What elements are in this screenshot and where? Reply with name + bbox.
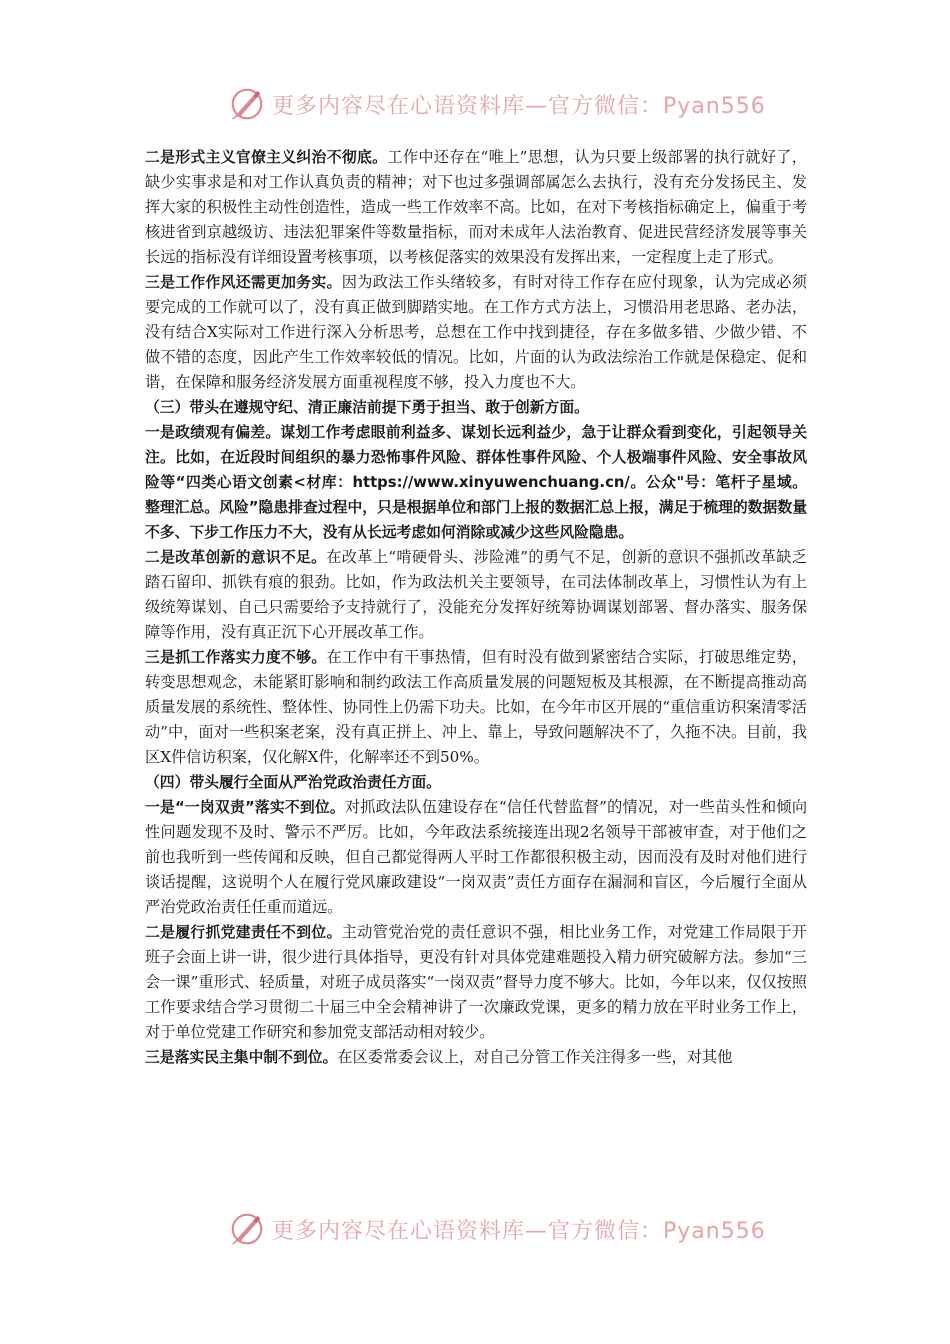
watermark-text: 更多内容尽在心语资料库—官方微信：Pyan556 — [272, 1218, 766, 1244]
paragraph-body: 因为政法工作头绪较多，有时对待工作存在应付现象，认为完成必须要完成的工作就可以了，没有真正做到脚踏实地。在工作方式方法上，习惯沿用老思路、老办法，没有结合X实际对工作进行深入分析思考，总想在工作中找到捷径，存在多做多错、少做少错、不做不错的态度，因此产生工作效率较低的情况。比如，片面的认为政法综治工作就是保稳定、促和谐，在保障和服务经济发展方面重视程度不够，投入力度也不大。 — [145, 273, 807, 391]
paragraph: 一是政绩观有偏差。谋划工作考虑眼前利益多、谋划长远利益少，急于让群众看到变化，引起领导关注。比如，在近段时间组织的暴力恐怖事件风险、群体性事件风险、个人极端事件风险、安全事故风险等“四类心语文创素<材库：https://www.xinyuwenchuang.cn/。公众"号：笔杆子星域。整理汇总。风险”隐患排查过程中，只是根据单位和部门上报的数据汇总上报，满足于梳理的数据数量不多、下步工作压力不大，没有从长远考虑如何消除或减少这些风险隐患。 — [145, 424, 807, 541]
paragraph-body: 在工作中有干事热情，但有时没有做到紧密结合实际，打破思维定势，转变思想观念，未能紧盯影响和制约政法工作高质量发展的问题短板及其根源，在不断提高推动高质量发展的系统性、整体性、协同性上仍需下功夫。比如，在今年市区开展的“重信重访积案清零活动”中，面对一些积案老案，没有真正拼上、冲上、靠上，导致问题解决不了，久拖不决。目前，我区X件信访积案，仅化解X件，化解率还不到50%。 — [145, 648, 807, 766]
section-heading: （四）带头履行全面从严治党政治责任方面。 — [145, 774, 441, 791]
paragraph — [145, 270, 807, 395]
pen-logo-icon — [228, 85, 266, 123]
section-heading: （三）带头在遵规守纪、清正廉洁前提下勇于担当、敢于创新方面。 — [145, 399, 589, 416]
watermark-text: 更多内容尽在心语资料库—官方微信：Pyan556 — [272, 93, 766, 119]
paragraph — [145, 645, 807, 770]
paragraph-lead: 三是工作作风还需更加务实。 — [145, 274, 342, 291]
paragraph-lead: 二是履行抓党建责任不到位。 — [145, 924, 342, 941]
paragraph-body: 在改革上“啃硬骨头、涉险滩”的勇气不足，创新的意识不强抓改革缺乏踏石留印、抓铁有痕的狠劲。比如，作为政法机关主要领导，在司法体制改革上，习惯性认为有上级统筹谋划、自己只需要给予支持就行了，没能充分发挥好统筹协调谋划部署、督办落实、服务保障等作用，没有真正沉下心开展改革工作。 — [145, 548, 807, 641]
paragraph-lead: 一是“一岗双责”落实不到位。 — [145, 799, 345, 816]
paragraph-body: 对抓政法队伍建设存在“信任代替监督”的情况，对一些苗头性和倾向性问题发现不及时、警示不严厉。比如，今年政法系统接连出现2名领导干部被审查，对于他们之前也我听到一些传闻和反映，但自己都觉得两人平时工作都很积极主动，因而没有及时对他们进行谈话提醒，这说明个人在履行党风廉政建设“一岗双责”责任方面存在漏洞和盲区，今后履行全面从严治党政治责任任重而道远。 — [145, 798, 808, 916]
watermark-footer — [228, 1207, 766, 1251]
paragraph — [145, 545, 807, 645]
paragraph — [145, 920, 807, 1045]
paragraph-lead: 三是落实民主集中制不到位。 — [145, 1049, 338, 1066]
watermark-header — [228, 82, 766, 126]
pen-logo-icon — [228, 1210, 266, 1248]
paragraph — [145, 1045, 807, 1070]
paragraph — [145, 145, 807, 270]
paragraph-body: 工作中还存在“唯上”思想，认为只要上级部署的执行就好了，缺少实事求是和对工作认真负责的精神；对下也过多强调部属怎么去执行，没有充分发扬民主、发挥大家的积极性主动性创造性，造成一些工作效率不高。比如，在对下考核指标确定上，偏重于考核进省到京越级访、违法犯罪案件等数量指标，而对未成年人法治教育、促进民营经济发展等事关长远的指标没有详细设置考核事项，以考核促落实的效果没有发挥出来，一定程度上走了形式。 — [145, 148, 807, 266]
paragraph-body: 在区委常委会议上，对自己分管工作关注得多一些，对其他 — [337, 1048, 733, 1066]
paragraph-lead: 三是抓工作落实力度不够。 — [145, 649, 327, 666]
paragraph-lead: 二是形式主义官僚主义纠治不彻底。 — [145, 149, 388, 166]
document-body — [145, 145, 807, 1070]
paragraph-body: 主动管党治党的责任意识不强，相比业务工作，对党建工作局限于开班子会面上讲一讲，很少进行具体指导，更没有针对具体党建难题投入精力研究破解方法。参加“三会一课”重形式、轻质量，对班子成员落实“一岗双责”督导力度不够大。比如，今年以来，仅仅按照工作要求结合学习贯彻二十届三中全会精神讲了一次廉政党课，更多的精力放在平时业务工作上，对于单位党建工作研究和参加党支部活动相对较少。 — [145, 923, 807, 1041]
paragraph-lead: 二是改革创新的意识不足。 — [145, 549, 327, 566]
paragraph — [145, 795, 807, 920]
